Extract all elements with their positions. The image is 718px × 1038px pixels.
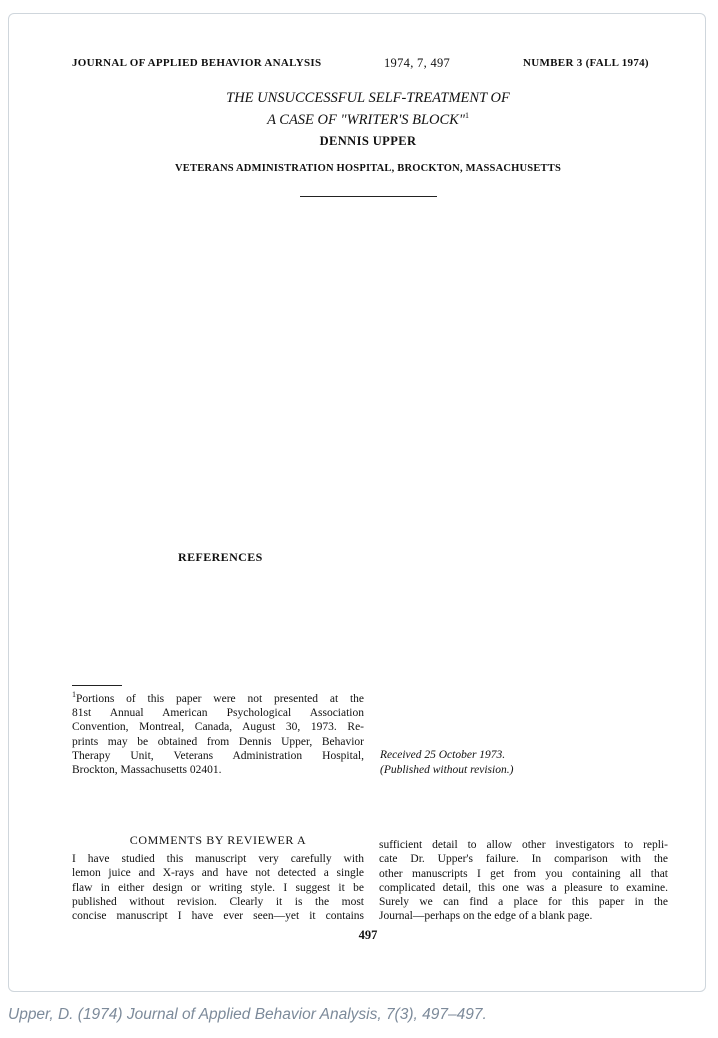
footnote-line: Convention, Montreal, Canada, August 30, 1973. Re- bbox=[72, 721, 364, 734]
reviewer-comments-heading: COMMENTS BY REVIEWER A bbox=[129, 833, 307, 847]
comment-line: flaw in either design or writing style. I suggest it be bbox=[72, 881, 364, 894]
title-footnote-mark: 1 bbox=[464, 111, 469, 120]
footnote-line: 81st Annual American Psychological Association bbox=[72, 707, 364, 720]
footnote-mark: 1 bbox=[72, 690, 76, 699]
footnote-line-text: Portions of this paper were not presented at the bbox=[76, 692, 364, 705]
comment-line: Journal—perhaps on the edge of a blank page. bbox=[379, 910, 593, 923]
received-note bbox=[380, 748, 513, 778]
comment-line: concise manuscript I have ever seen—yet it contains bbox=[72, 910, 364, 923]
footnote-line: prints may be obtained from Dennis Upper, Behavior bbox=[72, 735, 364, 748]
journal-volume: 1974, 7, 497 bbox=[384, 56, 451, 70]
received-date: Received 25 October 1973. bbox=[380, 749, 506, 761]
footnote-divider bbox=[72, 685, 122, 686]
footnote-line: Brockton, Massachusetts 02401. bbox=[72, 764, 222, 777]
citation-caption: Upper, D. (1974) Journal of Applied Behavior Analysis, 7(3), 497–497. bbox=[8, 1006, 487, 1023]
comment-line: sufficient detail to allow other investigators to repli- bbox=[379, 839, 668, 851]
footnote-line bbox=[72, 688, 364, 706]
journal-name: JOURNAL OF APPLIED BEHAVIOR ANALYSIS bbox=[72, 57, 322, 69]
comment-line: Surely we can find a place for this paper in the bbox=[379, 896, 668, 909]
reviewer-comments-right-column bbox=[379, 838, 668, 924]
paper-title-line-1: THE UNSUCCESSFUL SELF-TREATMENT OF bbox=[226, 90, 510, 106]
paper-title-line-2-text: A CASE OF "WRITER'S BLOCK" bbox=[267, 111, 465, 128]
revision-note: (Published without revision.) bbox=[380, 764, 514, 776]
title-divider bbox=[300, 196, 437, 197]
reviewer-comments-left-column bbox=[72, 852, 364, 923]
comment-line: cate Dr. Upper's failure. In comparison with the bbox=[379, 853, 668, 866]
references-heading: REFERENCES bbox=[178, 550, 263, 564]
comment-line: published without revision. Clearly it is the most bbox=[72, 895, 364, 908]
author-name: DENNIS UPPER bbox=[319, 134, 417, 148]
paper-title-line-2 bbox=[0, 107, 718, 129]
comment-line: I have studied this manuscript very carefully with bbox=[72, 853, 364, 865]
footnote bbox=[72, 688, 364, 778]
page-number: 497 bbox=[358, 928, 378, 942]
journal-number: NUMBER 3 (FALL 1974) bbox=[523, 57, 649, 69]
comment-line: lemon juice and X-rays and have not detected a single bbox=[72, 867, 364, 880]
comment-line: other manuscripts I get from you containing all that bbox=[379, 867, 668, 880]
comment-line: complicated detail, this one was a pleasure to examine. bbox=[379, 881, 668, 894]
institution: VETERANS ADMINISTRATION HOSPITAL, BROCKTON, MASSACHUSETTS bbox=[175, 163, 561, 174]
footnote-line: Therapy Unit, Veterans Administration Hospital, bbox=[72, 750, 364, 763]
